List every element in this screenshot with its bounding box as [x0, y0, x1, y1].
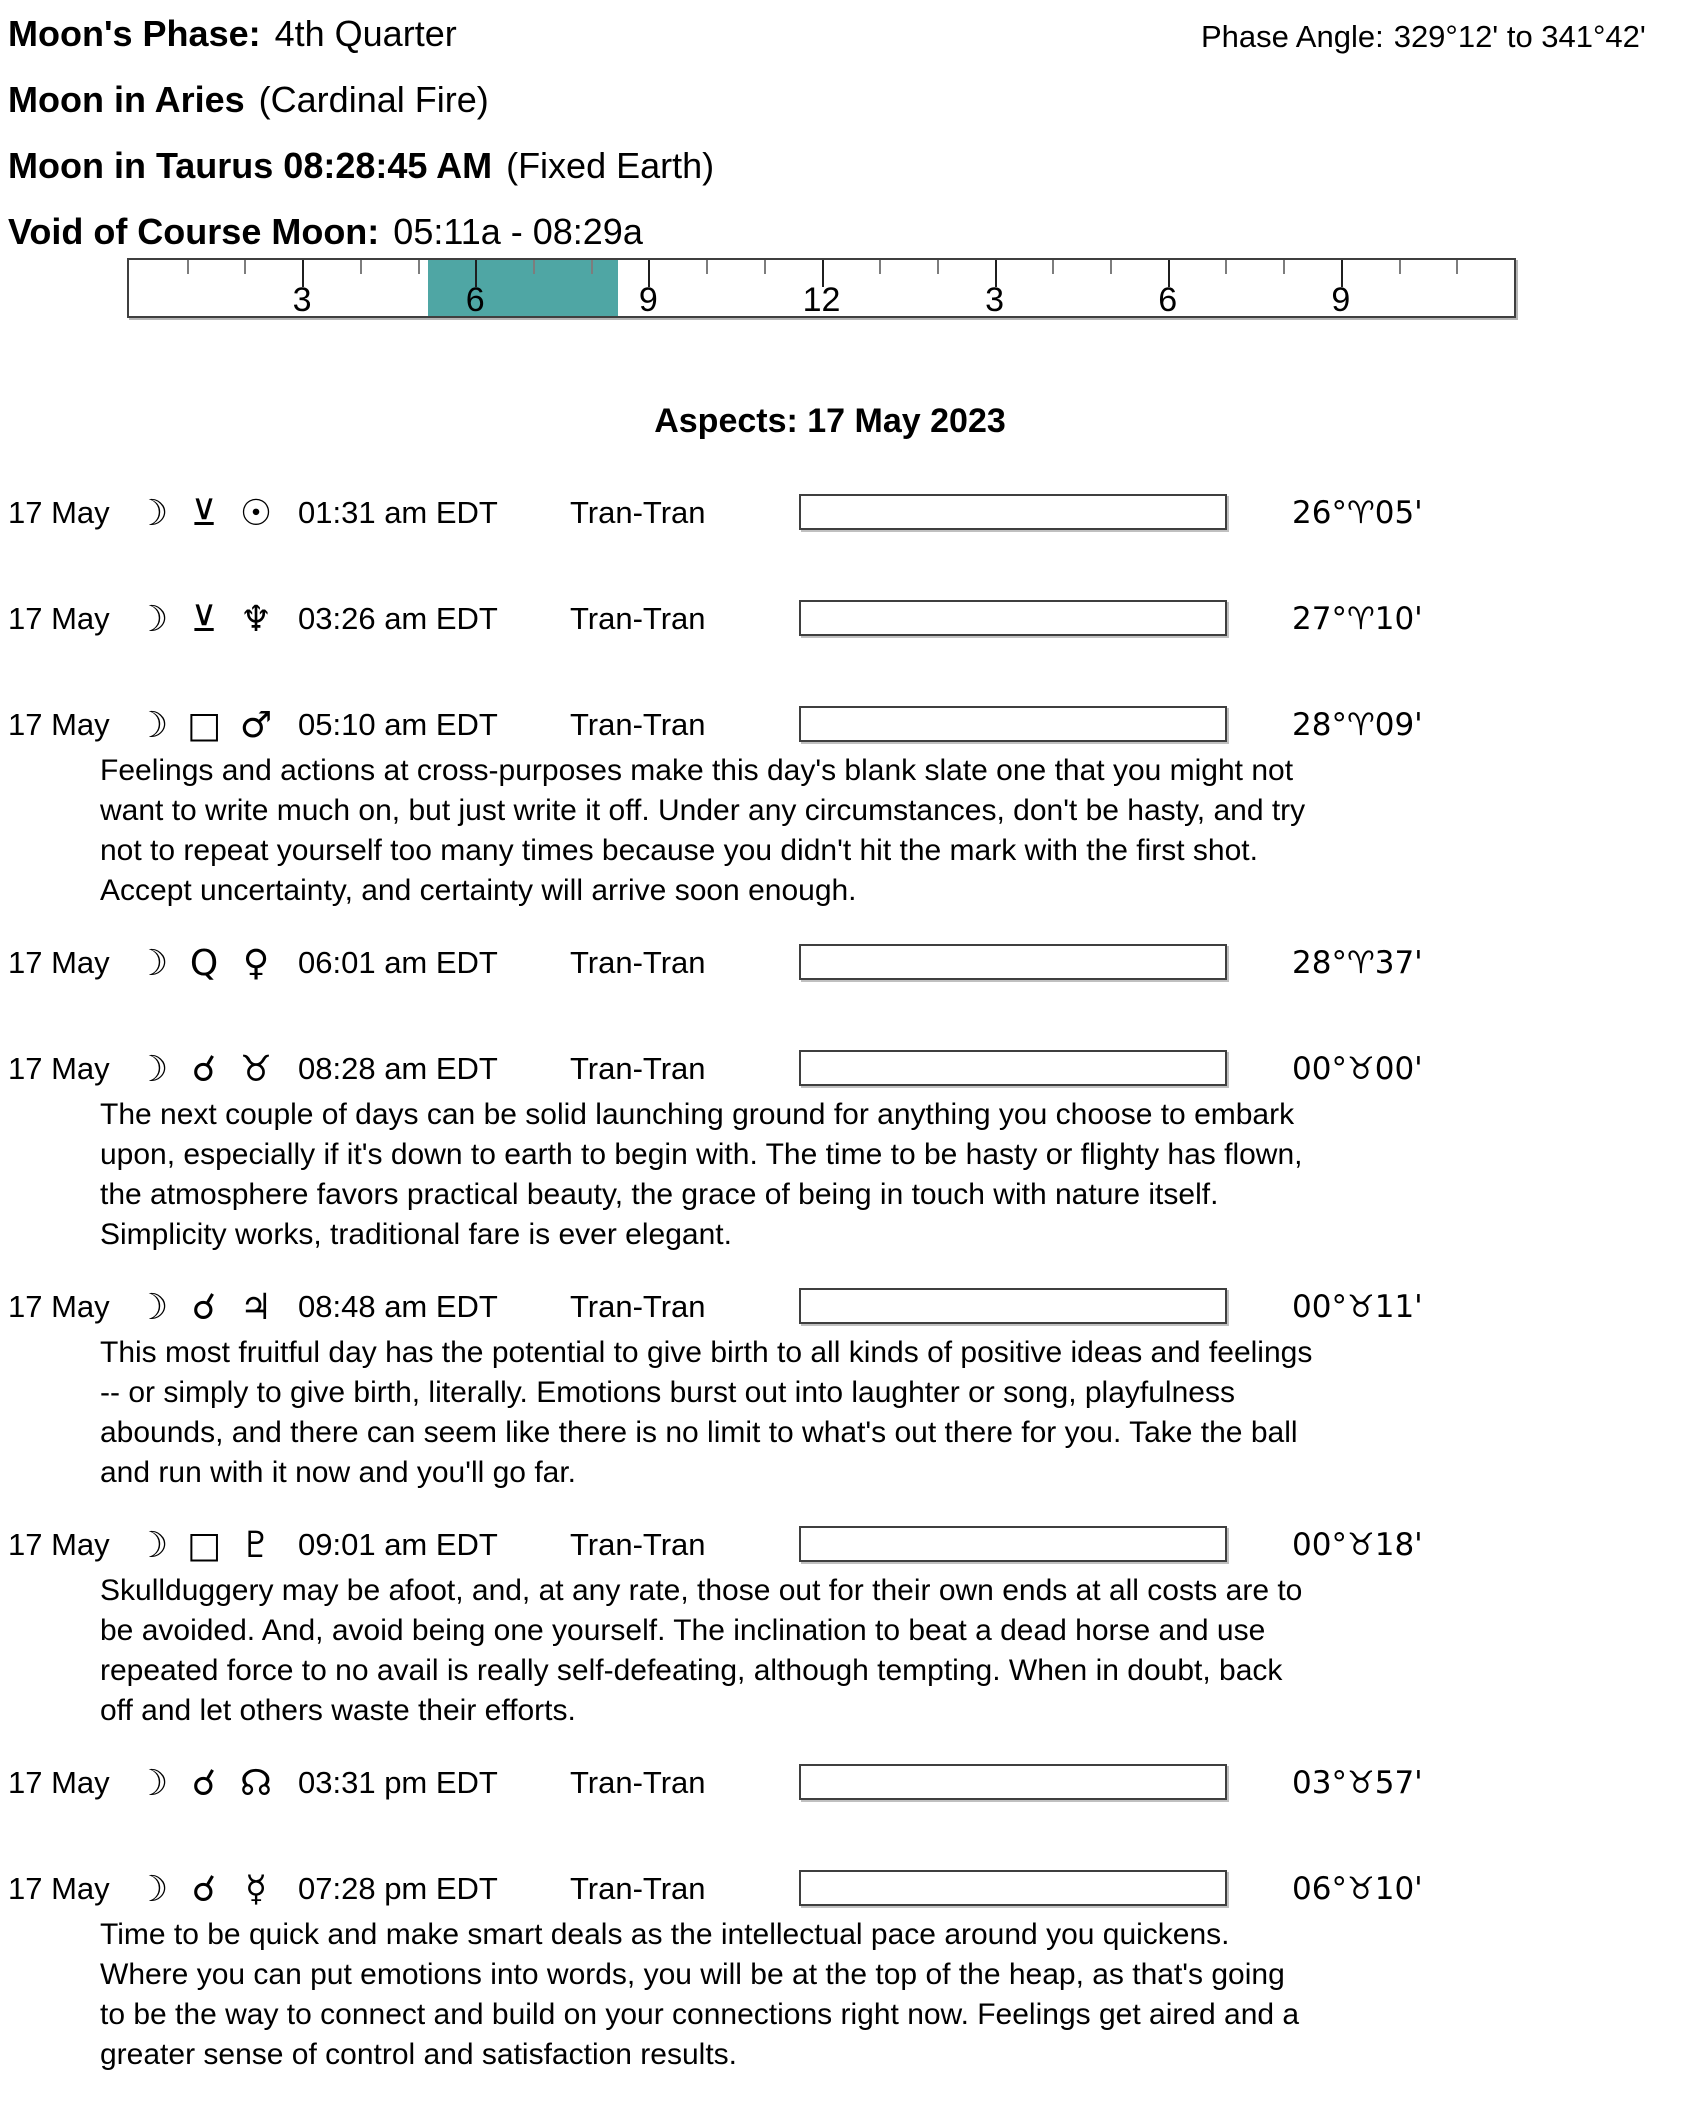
aspect-date: 17 May [8, 1289, 110, 1324]
timeline-hour-label: 6 [465, 281, 485, 319]
aspect-degree: 28°♈37' [1292, 945, 1423, 981]
timeline-hour-label: 12 [802, 281, 841, 319]
timeline-tick [937, 260, 939, 274]
moon-icon: ☽ [135, 1286, 169, 1328]
aspect-icon: ⊻ [190, 598, 218, 640]
aspect-date: 17 May [8, 601, 110, 636]
aspect-row [0, 1047, 1694, 1091]
voc-timeline [127, 258, 1516, 318]
aspect-degree: 26°♈05' [1292, 495, 1423, 531]
aspect-row [0, 1867, 1694, 1911]
aspect-icon: ⊻ [190, 492, 218, 534]
aspect-row [0, 1285, 1694, 1329]
aspect-date: 17 May [8, 1051, 110, 1086]
aspect-block [0, 1523, 1694, 1731]
planet-icon: ♉ [239, 1048, 273, 1090]
aspect-row [0, 941, 1694, 985]
aspect-date: 17 May [8, 1871, 110, 1906]
aspect-orb-bar [799, 1288, 1227, 1324]
moon-phase-line [8, 14, 1694, 54]
moon-icon: ☽ [135, 1048, 169, 1090]
moon-next-sign-line [8, 146, 1694, 186]
aspect-icon: □ [186, 1524, 221, 1566]
timeline-hour-label: 3 [985, 281, 1005, 319]
moon-icon: ☽ [135, 942, 169, 984]
aspect-chart-type: Tran-Tran [570, 1289, 706, 1324]
timeline-hour-label: 9 [638, 281, 658, 319]
moon-icon: ☽ [135, 1868, 169, 1910]
phase-angle-value: 329°12' to 341°42' [1393, 19, 1646, 54]
aspect-interpretation: Skullduggery may be afoot, and, at any rate, those out for their own ends at all costs are to be avoided. And, avoid being one yourself. The inclination to beat a dead horse and use repeated force to no avail is really self-defeating, although tempting. When in doubt, back off and let others waste their efforts. [100, 1574, 1303, 1727]
aspect-degree: 00°♉00' [1292, 1051, 1423, 1087]
void-of-course-line [8, 212, 1694, 252]
aspect-degree: 00°♉11' [1292, 1289, 1423, 1325]
aspect-orb-bar [799, 1764, 1227, 1800]
aspect-time: 07:28 pm EDT [298, 1871, 498, 1906]
aspect-degree: 00°♉18' [1292, 1527, 1423, 1563]
aspect-date: 17 May [8, 707, 110, 742]
aspect-icon: Q [189, 942, 219, 984]
aspect-orb-bar [799, 1870, 1227, 1906]
moon-icon: ☽ [135, 492, 169, 534]
aspect-orb-bar [799, 1526, 1227, 1562]
void-of-course-value: 05:11a - 08:29a [393, 211, 643, 252]
aspect-time: 03:26 am EDT [298, 601, 498, 636]
aspect-icon: ☌ [191, 1762, 217, 1804]
moon-phase-value: 4th Quarter [274, 13, 457, 54]
timeline-hour-label: 3 [292, 281, 312, 319]
aspect-icon: ☌ [191, 1048, 217, 1090]
aspect-block [0, 1761, 1694, 1805]
aspect-orb-bar [799, 494, 1227, 530]
aspect-degree: 28°♈09' [1292, 707, 1423, 743]
aspect-block [0, 1867, 1694, 2075]
timeline-tick [879, 260, 881, 274]
aspect-row [0, 491, 1694, 535]
aspect-time: 08:28 am EDT [298, 1051, 498, 1086]
void-of-course-label: Void of Course Moon: [8, 211, 380, 252]
aspect-orb-bar [799, 1050, 1227, 1086]
moon-icon: ☽ [135, 598, 169, 640]
timeline-tick [1283, 260, 1285, 274]
aspect-degree: 06°♉10' [1292, 1871, 1423, 1907]
planet-icon: ☉ [239, 492, 273, 534]
planet-icon: ♃ [239, 1286, 273, 1328]
aspect-degree: 03°♉57' [1292, 1765, 1423, 1801]
aspect-time: 09:01 am EDT [298, 1527, 498, 1562]
aspect-orb-bar [799, 944, 1227, 980]
aspect-chart-type: Tran-Tran [570, 601, 706, 636]
aspect-block [0, 703, 1694, 911]
aspect-icon: ☌ [191, 1286, 217, 1328]
planet-icon: ♆ [239, 598, 273, 640]
timeline-tick [187, 260, 189, 274]
aspect-row [0, 703, 1694, 747]
moon-next-sign-label: Moon in Taurus 08:28:45 AM [8, 145, 493, 186]
timeline-tick [591, 260, 593, 274]
aspect-date: 17 May [8, 1527, 110, 1562]
planet-icon: ♇ [239, 1524, 273, 1566]
aspect-time: 03:31 pm EDT [298, 1765, 498, 1800]
moon-sign-detail: (Cardinal Fire) [258, 79, 489, 120]
aspect-time: 06:01 am EDT [298, 945, 498, 980]
aspect-chart-type: Tran-Tran [570, 495, 706, 530]
aspect-date: 17 May [8, 1765, 110, 1800]
aspect-chart-type: Tran-Tran [570, 1871, 706, 1906]
aspect-time: 01:31 am EDT [298, 495, 498, 530]
aspect-degree: 27°♈10' [1292, 601, 1423, 637]
moon-sign-line [8, 80, 1694, 120]
moon-phase-label: Moon's Phase: [8, 13, 261, 54]
aspect-chart-type: Tran-Tran [570, 1527, 706, 1562]
planet-icon: ☊ [240, 1762, 272, 1804]
timeline-tick [1225, 260, 1227, 274]
aspect-interpretation: This most fruitful day has the potential to give birth to all kinds of positive ideas and feelings -- or simply to give birth, literally. Emotions burst out into laughter or song, playfulness abounds, and there can seem like there is no limit to what's out there for you. Take the ball and run with it now and you'll go far. [100, 1336, 1313, 1489]
timeline-hour-label: 9 [1331, 281, 1351, 319]
aspects-list [0, 491, 1694, 2075]
planet-icon: ♂ [239, 704, 273, 746]
timeline-tick [1456, 260, 1458, 274]
aspect-chart-type: Tran-Tran [570, 1051, 706, 1086]
timeline-tick [1110, 260, 1112, 274]
moon-sign-label: Moon in Aries [8, 79, 245, 120]
aspect-block [0, 1047, 1694, 1255]
moon-icon: ☽ [135, 704, 169, 746]
aspect-chart-type: Tran-Tran [570, 945, 706, 980]
timeline-tick [244, 260, 246, 274]
aspect-block [0, 491, 1694, 535]
aspect-icon: □ [186, 704, 221, 746]
timeline-tick [418, 260, 420, 274]
aspect-row [0, 1523, 1694, 1567]
aspect-time: 05:10 am EDT [298, 707, 498, 742]
planet-icon: ♀ [242, 942, 270, 984]
aspect-icon: ☌ [191, 1868, 217, 1910]
timeline-tick [706, 260, 708, 274]
aspects-title: Aspects: 17 May 2023 [654, 402, 1006, 440]
aspect-row [0, 597, 1694, 641]
phase-angle [1201, 17, 1646, 57]
aspect-chart-type: Tran-Tran [570, 1765, 706, 1800]
aspect-chart-type: Tran-Tran [570, 707, 706, 742]
voc-timeline-wrap [127, 258, 1694, 318]
aspect-time: 08:48 am EDT [298, 1289, 498, 1324]
aspect-orb-bar [799, 600, 1227, 636]
planet-icon: ☿ [244, 1868, 268, 1910]
phase-angle-label: Phase Angle: [1201, 19, 1384, 54]
aspect-interpretation: The next couple of days can be solid launching ground for anything you choose to embark upon, especially if it's down to earth to begin with. The time to be hasty or flighty has flown, the atmosphere favors practical beauty, the grace of being in touch with nature itself. Simplicity works, traditional fare is ever elegant. [100, 1098, 1303, 1251]
aspect-date: 17 May [8, 495, 110, 530]
aspect-orb-bar [799, 706, 1227, 742]
moon-next-sign-detail: (Fixed Earth) [506, 145, 715, 186]
aspect-block [0, 1285, 1694, 1493]
timeline-tick [533, 260, 535, 274]
timeline-tick [1399, 260, 1401, 274]
timeline-hour-label: 6 [1158, 281, 1178, 319]
aspect-block [0, 941, 1694, 985]
aspect-interpretation: Feelings and actions at cross-purposes make this day's blank slate one that you might not want to write much on, but just write it off. Under any circumstances, don't be hasty, and try not to repeat yourself too many times because you didn't hit the mark with the first shot. Accept uncertainty, and certainty will arrive soon enough. [100, 754, 1306, 907]
aspect-date: 17 May [8, 945, 110, 980]
timeline-tick [1052, 260, 1054, 274]
timeline-tick [764, 260, 766, 274]
aspect-row [0, 1761, 1694, 1805]
timeline-tick [360, 260, 362, 274]
aspect-block [0, 597, 1694, 641]
moon-icon: ☽ [135, 1524, 169, 1566]
moon-icon: ☽ [135, 1762, 169, 1804]
aspect-interpretation: Time to be quick and make smart deals as the intellectual pace around you quickens. Where you can put emotions into words, you will be at the top of the heap, as that's going to be the way to connect and build on your connections right now. Feelings get aired and a greater sense of control and satisfaction results. [100, 1918, 1300, 2071]
